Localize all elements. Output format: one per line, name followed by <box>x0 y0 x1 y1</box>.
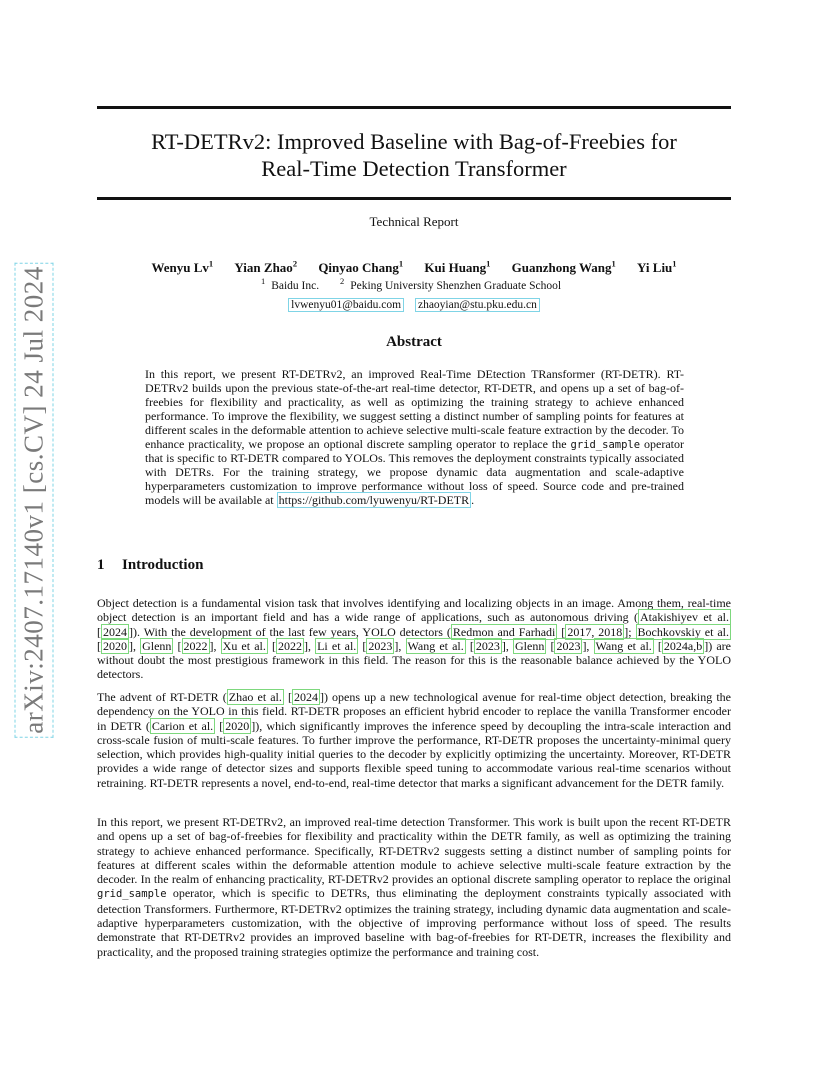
title-line-2: Real-Time Detection Transformer <box>261 156 567 181</box>
code-grid-sample: grid_sample <box>570 438 641 451</box>
title-bottom-rule <box>97 197 731 200</box>
author: Kui Huang$^1$ <box>424 258 491 275</box>
intro-paragraph-3: In this report, we present RT-DETRv2, an improved real-time detection Transformer. This work is built upon the recent RT-DETR and opens up a set of bag-of-freebies for flexibility and practicality within the DETR family, as well as optimizing the training strategy to achieve enhanced performance. Specifically, RT-DETRv2 suggests setting a distinct number of sampling points for features at different scales within the deformable attention module to achieve selective multi-scale feature extraction by the decoder. In the realm of enhancing practicality, RT-DETRv2 provides an optional discrete sampling operator to replace the original grid_sample operator, which is specific to DETRs, thus eliminating the deployment constraints typically associated with detection Transformers. Furthermore, RT-DETRv2 optimizes the training strategy, including dynamic data augmentation and scale-adaptive hyperparameters customization, with the objective of improving performance without loss of speed. The results demonstrate that RT-DETRv2 provides an improved baseline with bag-of-freebies for RT-DETR, increases the flexibility and practicality, and the proposed training strategies optimize the performance and training cost. <box>97 815 731 959</box>
citation-link[interactable]: 2020 <box>225 718 250 733</box>
author: Qinyao Chang$^1$ <box>318 258 404 275</box>
arxiv-identifier[interactable]: arXiv:2407.17140v1 [cs.CV] 24 Jul 2024 <box>18 266 49 734</box>
citation-link[interactable]: 2024a,b <box>663 638 703 653</box>
affiliations <box>97 276 731 292</box>
citation-link[interactable]: Atakishiyev et al. <box>640 610 730 625</box>
citation-link[interactable]: 2023 <box>475 638 500 653</box>
citation-link[interactable]: Bochkovskiy et al. <box>637 624 729 639</box>
citation-link[interactable]: 2017, 2018 <box>567 624 623 639</box>
citation-link[interactable]: Redmon and Farhadi <box>452 624 556 639</box>
citation-link[interactable]: 2024 <box>103 624 127 639</box>
email-link[interactable]: zhaoyian@stu.pku.edu.cn <box>415 298 540 312</box>
citation-link[interactable]: 2022 <box>277 638 302 653</box>
author: Wenyu Lv$^1$ <box>151 258 214 275</box>
title-line-1: RT-DETRv2: Improved Baseline with Bag-of-Freebies for <box>151 129 677 154</box>
email-link[interactable]: lvwenyu01@baidu.com <box>288 298 404 312</box>
intro-paragraph-1: Object detection is a fundamental vision task that involves identifying and localizing objects in an image. Among them, real-time object detection is an important field and has a wide range of applications, such as autonomous driving ( Atakishiyev et al. [ 2024 ]). With the development of the last few years, YOLO detectors ( Redmon and Farhadi [ 2017, 2018 ]; Bochkovskiy et al. [ 2020 ], Glenn [ 2022 ], Xu et al. [ 2022 ], Li et al. [ 2023 ], Wang et al. [ 2023 ], Glenn [ 2023 ], Wang et al. [ 2024a,b ]) are without doubt the most prestigious framework in this field. The reason for this is the reasonable balance achieved by the YOLO detectors. <box>97 596 731 682</box>
author: Guanzhong Wang$^1$ <box>511 258 616 275</box>
citation-link[interactable]: Wang et al. <box>407 638 464 653</box>
author: Yi Liu$^1$ <box>637 258 677 275</box>
citation-link[interactable]: Li et al. <box>317 638 357 653</box>
citation-link[interactable]: Glenn <box>142 638 172 653</box>
author-list <box>97 260 731 276</box>
citation-link[interactable]: 2023 <box>368 638 393 653</box>
citation-link[interactable]: Zhao et al. <box>228 690 282 704</box>
author: Yian Zhao$^2$ <box>234 258 298 275</box>
citation-link[interactable]: 2020 <box>103 638 127 653</box>
email-list <box>97 299 731 311</box>
citation-link[interactable]: Xu et al. <box>222 638 266 653</box>
affiliation: $^2$ Peking University Shenzhen Graduate School <box>339 276 562 292</box>
intro-paragraph-2: The advent of RT-DETR ( Zhao et al. [ 2024 ]) opens up a new technological avenue for real-time object detection, breaking the dependency on the YOLO in this field. RT-DETR proposes an efficient hybrid encoder to replace the vanilla Transformer encoder in DETR ( Carion et al. [ 2020 ]), which significantly improves the inference speed by decoupling the intra-scale interaction and cross-scale fusion of multi-scale features. To further improve the performance, RT-DETR proposes the uncertainty-minimal query selection, which provides high-quality initial queries to the decoder by explicitly optimizing the uncertainty. Moreover, RT-DETR provides a wide range of detector sizes and supports flexible speed tuning to accommodate various real-time scenarios without retraining. RT-DETR represents a novel, end-to-end, real-time detector that marks a significant advancement for the DETR family. <box>97 690 731 790</box>
report-type: Technical Report <box>369 214 459 229</box>
citation-link[interactable]: 2023 <box>556 638 581 653</box>
citation-link[interactable]: Carion et al. <box>151 718 214 733</box>
github-link[interactable]: https://github.com/lyuwenyu/RT-DETR <box>278 493 470 508</box>
title-top-rule <box>97 106 731 109</box>
section-heading: 1 Introduction <box>97 557 204 573</box>
affiliation: $^1$ Baidu Inc. <box>260 276 320 292</box>
abstract-heading: Abstract <box>386 334 442 350</box>
citation-link[interactable]: 2024 <box>293 690 318 704</box>
citation-link[interactable]: Wang et al. <box>595 638 652 653</box>
abstract-body: In this report, we present RT-DETRv2, an improved Real-Time DEtection TRansformer (RT-DETR). RT-DETRv2 builds upon the previous state-of-the-art real-time detector, RT-DETR, and opens up a set of bag-of-freebies for flexibility and practicality, as well as optimizing the training strategy to achieve enhanced performance. To improve the flexibility, we suggest setting a distinct number of sampling points for features at different scales in the deformable attention to achieve selective multi-scale feature extraction by the decoder. To enhance practicality, we propose an optional discrete sampling operator to replace the grid_sample operator that is specific to RT-DETR compared to YOLOs. This removes the deployment constraints typically associated with DETRs. For the training strategy, we propose dynamic data augmentation and scale-adaptive hyperparameters customization to improve performance without loss of speed. Source code and pre-trained models will be available at https://github.com/lyuwenyu/RT-DETR . <box>145 367 684 508</box>
citation-link[interactable]: Glenn <box>515 638 545 653</box>
citation-link[interactable]: 2022 <box>183 638 208 653</box>
paper-title <box>97 128 731 182</box>
code-grid-sample: grid_sample <box>97 888 167 901</box>
